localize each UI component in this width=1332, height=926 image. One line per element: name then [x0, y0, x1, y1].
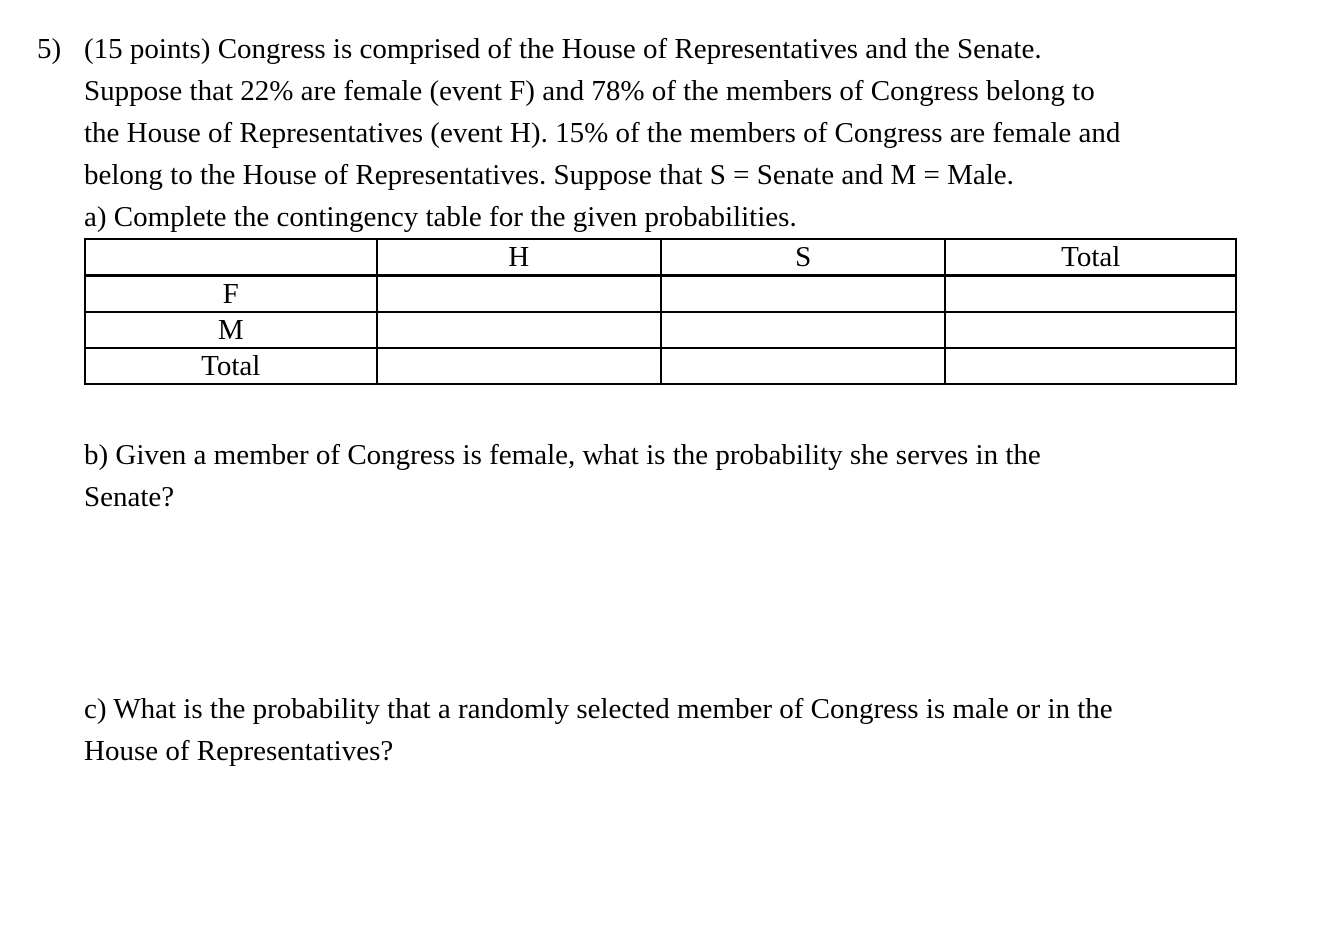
- table-header-corner: [85, 239, 377, 276]
- cell-total-total[interactable]: [945, 348, 1236, 384]
- cell-m-h[interactable]: [377, 312, 661, 348]
- contingency-table: [84, 238, 1237, 385]
- part-b-line-2: Senate?: [84, 481, 175, 513]
- part-c-line-2: House of Representatives?: [84, 735, 394, 767]
- cell-m-s[interactable]: [661, 312, 945, 348]
- table-header-s: S: [661, 239, 945, 276]
- question-number: 5): [37, 33, 62, 65]
- cell-m-total[interactable]: [945, 312, 1236, 348]
- question-intro-line-4: belong to the House of Representatives. Suppose that S = Senate and M = Male.: [84, 159, 1014, 191]
- question-intro-line-3: the House of Representatives (event H). 15% of the members of Congress are female and: [84, 117, 1121, 149]
- cell-f-total[interactable]: [945, 276, 1236, 313]
- cell-total-s[interactable]: [661, 348, 945, 384]
- table-row-total: [85, 348, 1236, 384]
- question-intro-line-1: (15 points) Congress is comprised of the House of Representatives and the Senate.: [84, 33, 1042, 65]
- cell-total-h[interactable]: [377, 348, 661, 384]
- cell-f-h[interactable]: [377, 276, 661, 313]
- row-label-f: F: [85, 276, 377, 313]
- table-row-f: [85, 276, 1236, 313]
- part-a-prompt: a) Complete the contingency table for the given probabilities.: [84, 201, 797, 233]
- row-label-total: Total: [85, 348, 377, 384]
- part-c-line-1: c) What is the probability that a randomly selected member of Congress is male or in the: [84, 693, 1113, 725]
- table-header-total: Total: [945, 239, 1236, 276]
- part-b-line-1: b) Given a member of Congress is female, what is the probability she serves in the: [84, 439, 1041, 471]
- table-header-h: H: [377, 239, 661, 276]
- row-label-m: M: [85, 312, 377, 348]
- table-row-m: [85, 312, 1236, 348]
- table-header-row: [85, 239, 1236, 276]
- contingency-table-wrapper: [84, 238, 1237, 385]
- question-intro-line-2: Suppose that 22% are female (event F) and 78% of the members of Congress belong to: [84, 75, 1095, 107]
- cell-f-s[interactable]: [661, 276, 945, 313]
